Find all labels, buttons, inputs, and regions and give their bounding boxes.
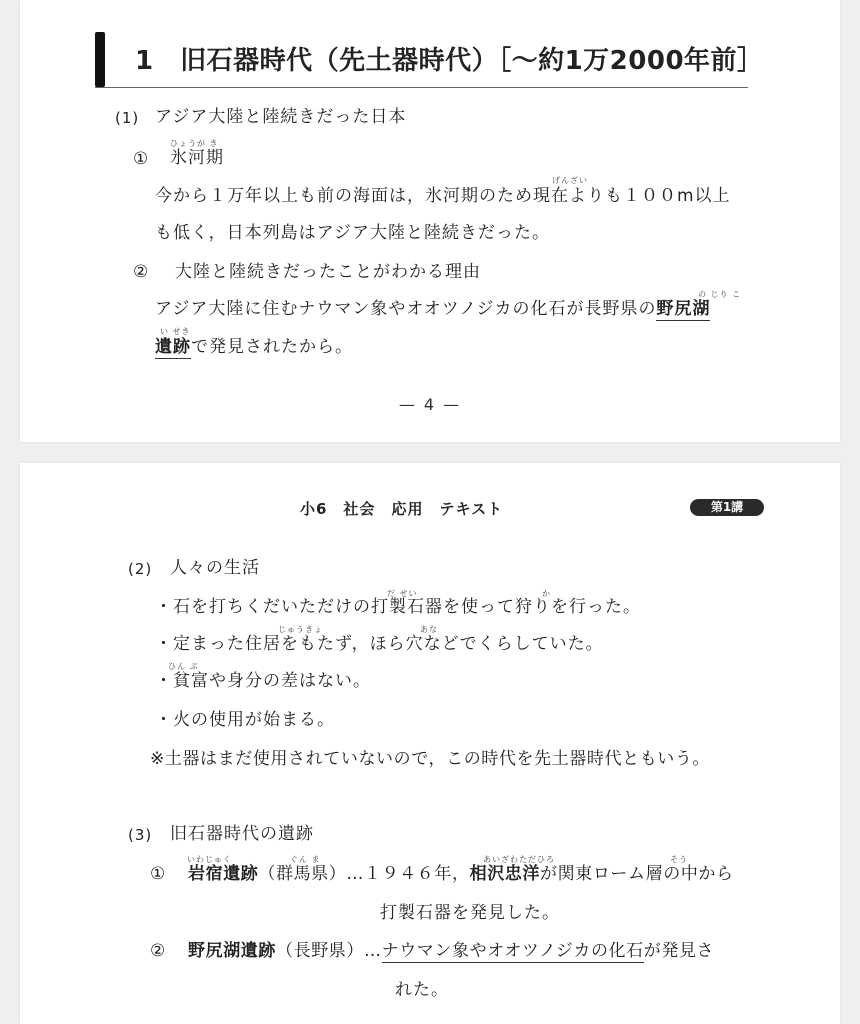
paragraph-line [155,299,710,319]
site-line [188,941,714,961]
running-head: 小6 社会 応用 テキスト [300,500,504,518]
site-line-cont: 打製石器を発見した。 [380,903,560,923]
person-aizawa: 相沢忠洋 [469,864,541,884]
ruby-genzai: げんざい [552,176,588,185]
bullet-item: ・貧富や身分の差はない。 [155,671,371,691]
ruby-nojiriko: の じり こ [698,290,742,299]
item-number-r1: ① [150,864,167,884]
ruby-juukyo: じゅうきょ [278,625,323,634]
text-run: （群馬県）…１９４６年， [258,864,470,884]
ruby-hyougaki: ひょうが き [170,139,219,148]
site-line [188,864,734,884]
page-number: — 4 — [398,395,462,414]
text-run: アジア大陸に住むナウマン象やオオツノジカの化石が長野県の [155,299,657,319]
text-run: が関東ローム層の中から [540,864,734,884]
keyword-nojiriko: 野尻湖 [656,299,711,319]
subsection-label-2: (2) [128,560,153,578]
heading-underline [95,87,748,88]
item-title-1: 氷河期 [170,148,224,168]
paragraph-line: 今から１万年以上も前の海面は，氷河期のため現在よりも１００m以上 [155,186,731,206]
text-run: で発見されたから。 [191,337,353,357]
site-name-nojiriko: 野尻湖遺跡 [188,941,276,961]
bullet-item: ・石を打ちくだいただけの打製石器を使って狩りを行った。 [155,597,641,617]
subsection-title-3: 旧石器時代の遺跡 [170,824,314,844]
subsection-label-3: (3) [128,826,153,844]
subsection-title-2: 人々の生活 [170,558,260,578]
subsection-title-1: アジア大陸と陸続きだった日本 [155,107,407,127]
section-heading: 1 旧石器時代（先土器時代）［〜約1万2000年前］ [135,46,764,76]
site-line-cont: れた。 [395,980,449,1000]
ruby-ana: あな [420,625,438,634]
ruby-iwajuku: いわじゅく [187,855,232,864]
page-4 [20,0,840,442]
ruby-dasei: だ せい [387,589,418,598]
lesson-badge: 第1講 [690,499,764,516]
ruby-ka: か [542,589,551,598]
ruby-aizawa: あいざわただひろ [483,855,555,864]
item-number-r2: ② [150,941,167,961]
item-number-2: ② [133,262,150,282]
bullet-item: ・定まった住居をもたず，ほら穴などでくらしていた。 [155,634,604,654]
text-run: が発見さ [643,941,715,961]
paragraph-line: も低く，日本列島はアジア大陸と陸続きだった。 [155,223,550,243]
keyword-iseki: 遺跡 [155,337,191,357]
paragraph-line [155,337,353,357]
subsection-label-1: (1) [115,109,140,127]
fossil-underline: ナウマン象やオオツノジカの化石 [381,941,644,961]
heading-bar [95,32,105,87]
text-run: （長野県）… [276,941,382,961]
ruby-gunma: ぐん ま [290,855,321,864]
note: ※土器はまだ使用されていないので，この時代を先土器時代ともいう。 [150,749,711,769]
ruby-sou: そう [670,855,688,864]
item-number-1: ① [133,149,150,169]
ruby-iseki: い せき [160,327,191,336]
site-name-iwajuku: 岩宿遺跡 [188,864,259,884]
item-title-2: 大陸と陸続きだったことがわかる理由 [175,262,481,282]
bullet-item: ・火の使用が始まる。 [155,710,335,730]
ruby-hinpu: ひん ぷ [168,662,199,671]
page-5 [20,463,840,1024]
